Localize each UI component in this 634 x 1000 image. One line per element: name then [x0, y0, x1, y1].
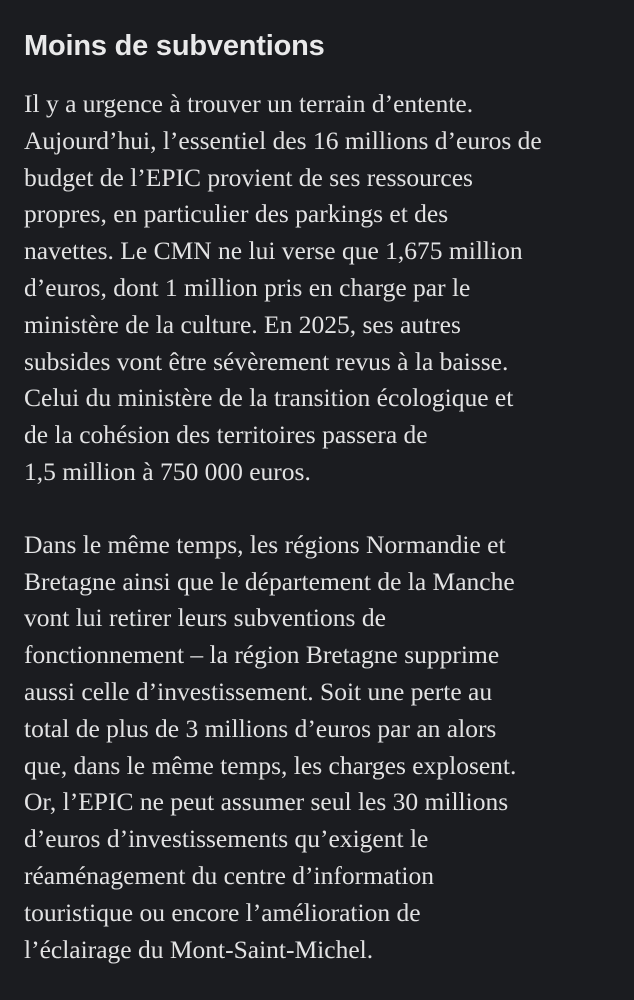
paragraph-2 [24, 527, 614, 969]
paragraph-line: l’éclairage du Mont-Saint-Michel. [24, 934, 374, 964]
paragraph-line: d’euros d’investissements qu’exigent le [24, 824, 429, 854]
paragraph-line: d’euros, dont 1 million pris en charge par le [24, 272, 471, 302]
paragraph-line: subsides vont être sévèrement revus à la baisse. [24, 346, 509, 376]
paragraph-line: Dans le même temps, les régions Normandie et [24, 529, 506, 559]
paragraph-line: de la cohésion des territoires passera de [24, 420, 428, 450]
paragraph-line: budget de l’EPIC provient de ses ressources [24, 162, 473, 192]
paragraph-line: Il y a urgence à trouver un terrain d’entente. [24, 89, 474, 118]
paragraph-line: touristique ou encore l’amélioration de [24, 897, 421, 927]
paragraph-line: Or, l’EPIC ne peut assumer seul les 30 millions [24, 787, 509, 817]
paragraph-line: Celui du ministère de la transition écologique et [24, 383, 514, 413]
paragraph-line: propres, en particulier des parkings et des [24, 199, 449, 229]
paragraph-line: total de plus de 3 millions d’euros par an alors [24, 713, 497, 743]
paragraph-line: Aujourd’hui, l’essentiel des 16 millions d’euros de [24, 125, 542, 155]
paragraph-line: aussi celle d’investissement. Soit une perte au [24, 676, 493, 706]
paragraph-line: 1,5 million à 750 000 euros. [24, 456, 311, 486]
paragraph-line: navettes. Le CMN ne lui verse que 1,675 million [24, 236, 523, 266]
paragraph-line: vont lui retirer leurs subventions de [24, 603, 386, 633]
paragraph-line: que, dans le même temps, les charges explosent. [24, 750, 517, 780]
section-heading: Moins de subventions [24, 30, 325, 62]
paragraph-line: ministère de la culture. En 2025, ses autres [24, 309, 461, 339]
paragraph-line: réaménagement du centre d’information [24, 860, 434, 890]
paragraph-1 [24, 86, 614, 491]
paragraph-line: fonctionnement – la région Bretagne supprime [24, 640, 500, 670]
paragraph-line: Bretagne ainsi que le département de la Manche [24, 566, 515, 596]
